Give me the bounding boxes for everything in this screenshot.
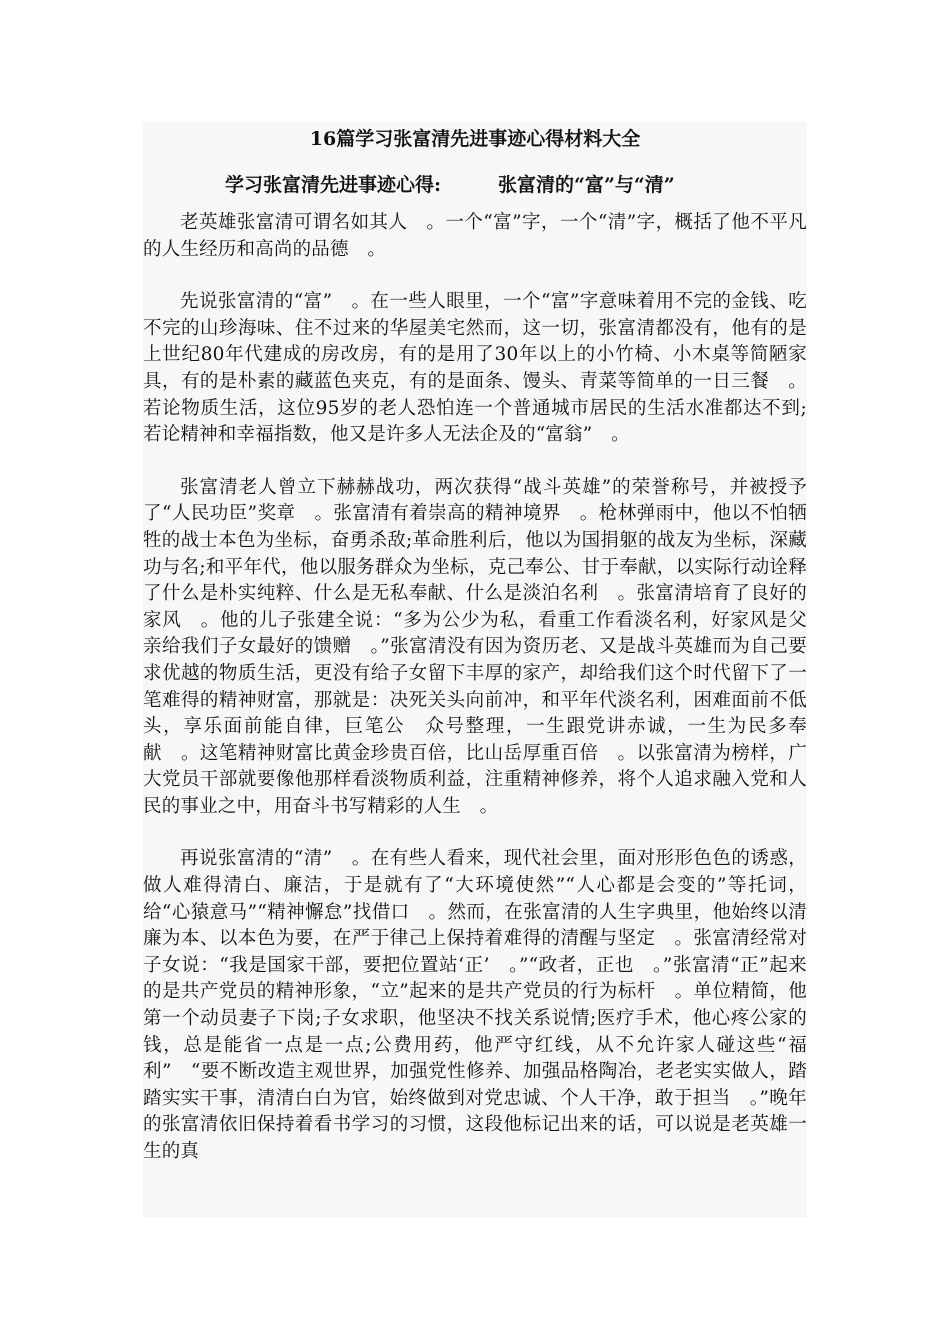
paragraph-merits: 张富清老人曾立下赫赫战功，两次获得“战斗英雄”的荣誉称号，并被授予了“人民功臣”奖章 。张富清有着崇高的精神境界 。枪林弹雨中，他以不怕牺牲的战士本色为坐标，奋勇杀敌;革命胜利后，他以为国捐躯的战友为坐标，深藏功与名;和平年代，他以服务群众为坐标，克己奉公、甘于奉献，以实际行动诠释了什么是朴实纯粹、什么是无私奉献、什么是淡泊名利 。张富清培育了良好的家风 。他的儿子张建全说：“多为公少为私，看重工作看淡名利，好家风是父亲给我们子女最好的馈赠 。”张富清没有因为资历老、又是战斗英雄而为自己要求优越的物质生活，更没有给子女留下丰厚的家产，却给我们这个时代留下了一笔难得的精神财富，那就是：决死关头向前冲，和平年代淡名利，困难面前不低头，享乐面前能自律，巨笔公 众号整理，一生跟党讲赤诚，一生为民多奉献 。这笔精神财富比黄金珍贵百倍，比山岳厚重百倍 。以张富清为榜样，广大党员干部就要像他那样看淡物质利益，注重精神修养，将个人追求融入党和人民的事业之中，用奋斗书写精彩的人生 。 [143, 476, 807, 817]
paragraph-intro: 老英雄张富清可谓名如其人 。一个“富”字，一个“清”字，概括了他不平凡的人生经历和高尚的品德 。 [143, 212, 807, 260]
document-body [143, 122, 807, 1166]
document-subtitle: 学习张富清先进事迹心得: 张富清的“富”与“清” [225, 174, 675, 196]
paragraph-fu: 先说张富清的“富” 。在一些人眼里，一个“富”字意味着用不完的金钱、吃不完的山珍海味、住不过来的华屋美宅然而，这一切，张富清都没有，他有的是上世纪80年代建成的房改房，有的是用了30年以上的小竹椅、小木桌等简陋家具，有的是朴素的藏蓝色夹克，有的是面条、馒头、青菜等简单的一日三餐 。若论物质生活，这位95岁的老人恐怕连一个普通城市居民的生活水准都达不到;若论精神和幸福指数，他又是许多人无法企及的“富翁” 。 [143, 291, 807, 446]
document-title: 16篇学习张富清先进事迹心得材料大全 [309, 128, 641, 150]
paragraph-qing: 再说张富清的“清” 。在有些人看来，现代社会里，面对形形色色的诱惑，做人难得清白、廉洁，于是就有了“大环境使然”“人心都是会变的”等托词，给“心猿意马”“精神懈怠”找借口 。然而，在张富清的人生字典里，他始终以清廉为本、以本色为要，在严于律己上保持着难得的清醒与坚定 。张富清经常对子女说：“我是国家干部，要把位置站‘正’ 。”“政者，正也 。”张富清“正”起来的是共产党员的精神形象，“立”起来的是共产党员的行为标杆 。单位精简，他第一个动员妻子下岗;子女求职，他坚决不找关系说情;医疗手术，他心疼公家的钱，总是能省一点是一点;公费用药，他严守红线，从不允许家人碰这些“福利” “要不断改造主观世界，加强党性修养、加强品格陶冶，老老实实做人，踏踏实实干事，清清白白为官，始终做到对党忠诚、个人干净，敢于担当 。”晚年的张富清依旧保持着看书学习的习惯，这段他标记出来的话，可以说是老英雄一生的真 [143, 848, 807, 1162]
